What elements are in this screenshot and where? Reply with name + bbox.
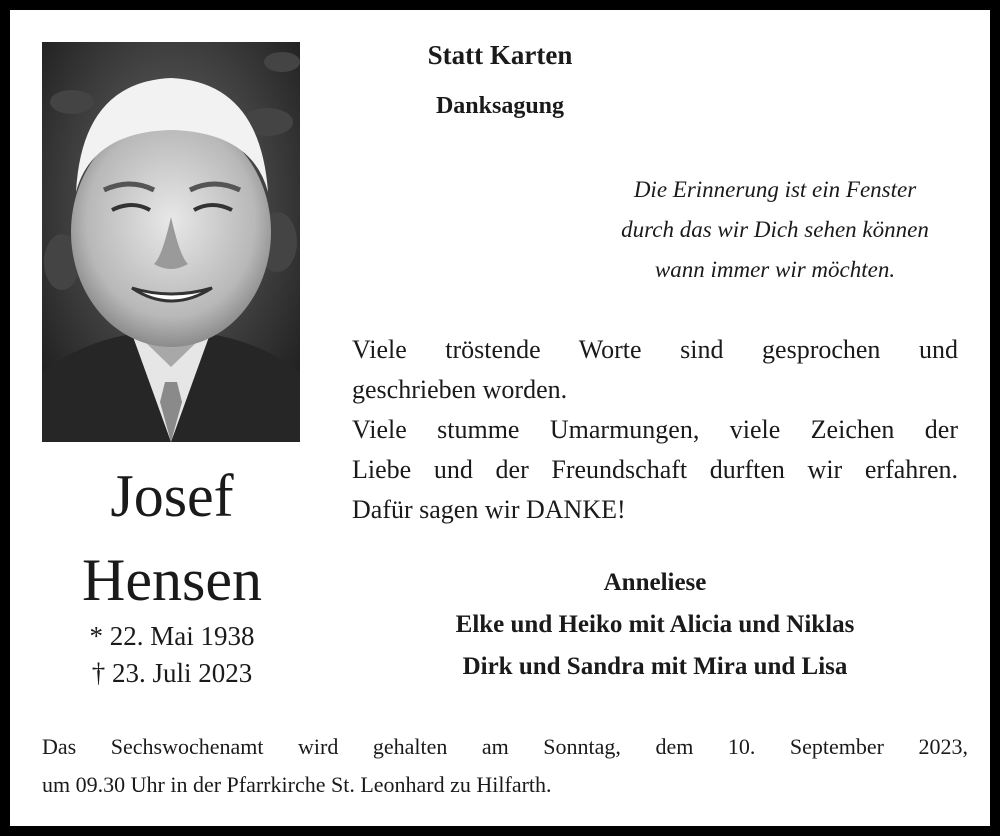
message-line: Viele tröstende Worte sind gesprochen und — [352, 335, 958, 364]
signers-list — [340, 562, 970, 688]
poem-line: durch das wir Dich sehen können — [621, 217, 929, 242]
thank-you-message — [352, 330, 958, 530]
signer: Elke und Heiko mit Alicia und Niklas — [455, 611, 855, 638]
death-date: † 23. Juli 2023 — [91, 658, 253, 688]
footer-line: Das Sechswochenamt wird gehalten am Sonntag, dem 10. September 2023, — [42, 734, 968, 759]
header-subtitle: Danksagung — [435, 93, 565, 119]
poem-line: wann immer wir möchten. — [654, 257, 896, 282]
birth-date: * 22. Mai 1938 — [89, 621, 255, 651]
footer-line: um 09.30 Uhr in der Pfarrkirche St. Leonhard zu Hilfarth. — [42, 772, 552, 797]
signer: Dirk und Sandra mit Mira und Lisa — [462, 653, 848, 680]
message-line: geschrieben worden. — [352, 375, 568, 404]
obituary-card — [10, 10, 990, 826]
poem — [570, 170, 980, 290]
signer: Anneliese — [603, 569, 707, 596]
message-line: Dafür sagen wir DANKE! — [352, 495, 626, 524]
deceased-last-name: Hensen — [82, 547, 262, 613]
deceased-first-name: Josef — [110, 463, 234, 529]
message-line: Viele stumme Umarmungen, viele Zeichen der — [352, 415, 958, 444]
header-title: Statt Karten — [427, 40, 573, 70]
message-line: Liebe und der Freundschaft durften wir erfahren. — [352, 455, 958, 484]
poem-line: Die Erinnerung ist ein Fenster — [633, 177, 917, 202]
portrait-photo — [42, 42, 300, 442]
portrait-photo-icon — [42, 42, 300, 442]
service-announcement — [42, 728, 968, 804]
